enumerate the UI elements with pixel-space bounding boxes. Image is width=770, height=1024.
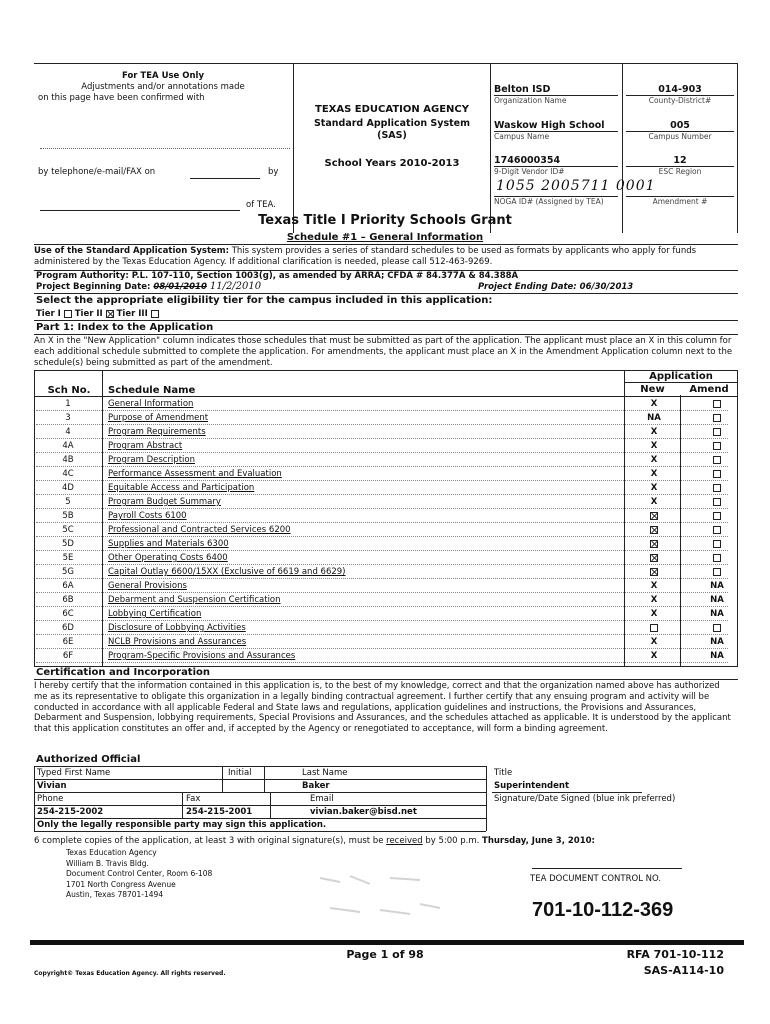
amend-application-cell: NA (710, 651, 724, 661)
checkbox-icon[interactable] (713, 442, 721, 450)
new-application-cell: X (650, 441, 658, 451)
schedule-name: Program Abstract (108, 441, 183, 451)
row-divider (36, 662, 728, 663)
vendor-id-label: 9-Digit Vendor ID# (494, 167, 565, 176)
new-application-cell: X (650, 595, 658, 605)
esc-region: 12 (673, 155, 687, 166)
amend-application-cell[interactable] (682, 425, 752, 439)
amend-application-cell[interactable] (682, 537, 752, 551)
checkbox-icon[interactable] (713, 540, 721, 548)
schedule-row (36, 579, 728, 593)
amend-application-cell: NA (710, 595, 724, 605)
amend-application-cell[interactable] (682, 565, 752, 579)
new-application-cell: X (650, 455, 658, 465)
schedule-name: General Information (108, 399, 194, 409)
amend-application-cell[interactable] (682, 453, 752, 467)
schedule-row (36, 649, 728, 663)
amend-header: Amend (689, 384, 729, 395)
campus-number: 005 (670, 120, 690, 131)
address-line: 1701 North Congress Avenue (66, 879, 176, 889)
amend-application-cell[interactable] (682, 439, 752, 453)
county-district-label: County-District# (648, 96, 712, 105)
tier-2-checkbox[interactable] (106, 310, 114, 318)
schedule-name: Program Budget Summary (108, 497, 221, 507)
begin-label: Project Beginning Date: (36, 282, 151, 292)
schedule-name: NCLB Provisions and Assurances (108, 637, 247, 647)
schedule-row (36, 635, 728, 649)
tier-3-label: Tier III (116, 309, 148, 319)
new-application-cell[interactable] (626, 523, 682, 537)
email-value: vivian.baker@bisd.net (310, 807, 417, 817)
last-name-label: Last Name (302, 768, 348, 778)
sch-no-header: Sch No. (47, 385, 91, 396)
schedule-row (36, 607, 728, 621)
schedule-row (36, 495, 728, 509)
new-application-cell: X (650, 497, 658, 507)
county-district-no: 014-903 (658, 84, 702, 95)
schedule-number: 4A (62, 441, 74, 451)
checkbox-icon[interactable] (713, 498, 721, 506)
checkbox-icon[interactable] (713, 526, 721, 534)
schedule-number: 1 (65, 399, 71, 409)
new-application-cell: NA (647, 413, 661, 423)
schedule-number: 5E (62, 553, 74, 563)
checkbox-icon[interactable] (713, 568, 721, 576)
address-line: Document Control Center, Room 6-108 (66, 869, 213, 878)
schedule-name: Capital Outlay 6600/15XX (Exclusive of 6619 and 6629) (108, 567, 346, 577)
schedule-name: Debarment and Suspension Certification (108, 595, 281, 605)
schedule-name: Equitable Access and Participation (108, 483, 255, 493)
schedule-number: 4D (62, 483, 74, 493)
amend-application-cell[interactable] (682, 621, 752, 635)
amend-application-cell[interactable] (682, 411, 752, 425)
schedule-name: Professional and Contracted Services 6200 (108, 525, 291, 535)
amend-application-cell: NA (710, 637, 724, 647)
amendment-label: Amendment # (652, 197, 708, 206)
schedule-number: 6A (62, 581, 74, 591)
project-begin (36, 282, 261, 292)
checked-checkbox-icon[interactable] (650, 526, 658, 534)
schedule-number: 4 (65, 427, 71, 437)
copyright: Copyright© Texas Education Agency. All rights reserved. (34, 970, 226, 977)
new-application-cell[interactable] (626, 565, 682, 579)
schedule-row (36, 621, 728, 635)
new-application-cell: X (650, 651, 658, 661)
copies-text-a: 6 complete copies of the application, at least 3 with original signature(s), must be (34, 836, 384, 846)
schedule-number: 5B (62, 511, 74, 521)
new-application-cell: X (650, 427, 658, 437)
school-years: School Years 2010-2013 (324, 158, 460, 169)
schedule-number: 5 (65, 497, 71, 507)
new-application-cell: X (650, 469, 658, 479)
schedule-row (36, 411, 728, 425)
phone-value: 254-215-2002 (37, 807, 104, 817)
tea-box-of-tea: of TEA. (246, 200, 276, 210)
schedule-number: 6C (62, 609, 74, 619)
schedule-name: Purpose of Amendment (108, 413, 209, 423)
last-name-value: Baker (302, 781, 330, 791)
tier-selector (36, 309, 159, 319)
copies-note (34, 836, 744, 846)
part1-heading: Part 1: Index to the Application (36, 322, 214, 333)
schedule-name: Other Operating Costs 6400 (108, 553, 228, 563)
checkbox-icon[interactable] (713, 554, 721, 562)
schedule-name: Program-Specific Provisions and Assurances (108, 651, 296, 661)
new-application-cell: X (650, 581, 658, 591)
schedule-number: 6E (62, 637, 74, 647)
schedule-name: Program Requirements (108, 427, 206, 437)
first-name-label: Typed First Name (37, 768, 111, 778)
schedule-number: 6F (62, 651, 74, 661)
checkbox-icon[interactable] (713, 456, 721, 464)
schedule-row (36, 509, 728, 523)
fax-label: Fax (186, 794, 201, 804)
tea-box-title: For TEA Use Only (121, 71, 204, 81)
amend-application-cell[interactable] (682, 551, 752, 565)
application-header: Application (649, 371, 713, 382)
legal-note: Only the legally responsible party may sign this application. (37, 820, 327, 830)
agency-system: Standard Application System (313, 118, 471, 129)
amend-application-cell: NA (710, 609, 724, 619)
amend-application-cell[interactable] (682, 481, 752, 495)
schedule-row (36, 523, 728, 537)
tier-heading: Select the appropriate eligibility tier for the campus included in this application: (36, 295, 493, 306)
rfa-number: RFA 701-10-112 (626, 948, 724, 961)
checkbox-icon[interactable] (713, 624, 721, 632)
schedule-name: Supplies and Materials 6300 (108, 539, 229, 549)
noga-id: 1055 2005711 0001 (496, 178, 656, 194)
copies-received: received (386, 836, 423, 846)
new-application-cell: X (650, 399, 658, 409)
copies-text-b: by 5:00 p.m. (425, 836, 480, 846)
amend-application-cell[interactable] (682, 509, 752, 523)
use-paragraph (34, 246, 734, 268)
page-subtitle: Schedule #1 – General Information (286, 232, 484, 243)
begin-struck-date: 08/01/2010 (153, 282, 207, 292)
agency-abbr: (SAS) (377, 130, 407, 141)
schedule-row (36, 397, 728, 411)
schedule-number: 5D (62, 539, 74, 549)
tier-1-label: Tier I (36, 309, 61, 319)
begin-handwritten-date: 11/2/2010 (209, 281, 262, 292)
mailing-address (66, 848, 212, 901)
address-line: William B. Travis Bldg. (66, 858, 149, 868)
fax-value: 254-215-2001 (186, 807, 253, 817)
agency-name: TEXAS EDUCATION AGENCY (315, 104, 469, 115)
new-application-cell[interactable] (626, 509, 682, 523)
program-authority: Program Authority: P.L. 107-110, Section 1003(g), as amended by ARRA; CFDA # 84.377A & 84.388A (36, 271, 519, 281)
sas-number: SAS-A114-10 (643, 964, 724, 977)
district-name: Belton ISD (494, 84, 551, 95)
schedule-row (36, 593, 728, 607)
checked-checkbox-icon[interactable] (650, 512, 658, 520)
doc-control-label: TEA DOCUMENT CONTROL NO. (530, 874, 662, 884)
schedule-row (36, 439, 728, 453)
new-application-cell: X (650, 483, 658, 493)
amend-application-cell: NA (710, 581, 724, 591)
schedule-row (36, 565, 728, 579)
amend-application-cell[interactable] (682, 495, 752, 509)
new-application-cell[interactable] (626, 551, 682, 565)
tier-1-checkbox[interactable] (64, 310, 72, 318)
schedule-row (36, 453, 728, 467)
new-application-cell[interactable] (626, 537, 682, 551)
schedule-name: Lobbying Certification (108, 609, 202, 619)
schedule-row (36, 481, 728, 495)
title-value: Superintendent (494, 781, 570, 791)
footer-rule (30, 940, 744, 945)
schedule-name: Disclosure of Lobbying Activities (108, 623, 246, 633)
address-line: Austin, Texas 78701-1494 (66, 890, 164, 899)
esc-region-label: ESC Region (658, 167, 702, 176)
schedule-name: Program Description (108, 455, 195, 465)
schedule-row (36, 425, 728, 439)
checked-checkbox-icon[interactable] (650, 568, 658, 576)
schedule-name: Payroll Costs 6100 (108, 511, 187, 521)
doc-control-number: 701-10-112-369 (532, 899, 674, 921)
email-label: Email (310, 794, 334, 804)
initial-label: Initial (228, 768, 252, 778)
schedule-number: 6B (62, 595, 74, 605)
schedule-number: 3 (65, 413, 71, 423)
schedule-number: 4B (62, 455, 74, 465)
tier-2-label: Tier II (74, 309, 103, 319)
vendor-id: 1746000354 (494, 155, 561, 166)
tier-3-checkbox[interactable] (151, 310, 159, 318)
schedule-row (36, 551, 728, 565)
received-stamp-mark (300, 868, 460, 938)
title-label: Title (494, 768, 513, 778)
copies-deadline: Thursday, June 3, 2010: (482, 836, 595, 846)
tea-box-line2: on this page have been confirmed with (38, 93, 205, 103)
tea-box-line1: Adjustments and/or annotations made (81, 82, 245, 92)
amend-application-cell[interactable] (682, 397, 752, 411)
checked-checkbox-icon[interactable] (650, 540, 658, 548)
schedule-number: 4C (62, 469, 74, 479)
new-application-cell[interactable] (626, 621, 682, 635)
amend-application-cell[interactable] (682, 523, 752, 537)
amend-application-cell[interactable] (682, 467, 752, 481)
stamp-icon (300, 868, 460, 938)
address-line: Texas Education Agency (66, 848, 157, 857)
checkbox-icon[interactable] (713, 470, 721, 478)
schedule-row (36, 537, 728, 551)
use-text: This system provides a series of standard schedules to be used as formats by applicants who apply for funds administered by the Texas Education Agency. If additional clarification is needed, please call 512-463-9269. (34, 246, 697, 267)
new-header: New (640, 384, 665, 395)
tea-box-phone-label: by telephone/e-mail/FAX on (38, 167, 156, 177)
schedule-name: General Provisions (108, 581, 187, 591)
page-number: Page 1 of 98 (346, 948, 424, 961)
checkbox-icon[interactable] (713, 400, 721, 408)
use-heading: Use of the Standard Application System: (34, 246, 230, 256)
checkbox-icon[interactable] (650, 624, 658, 632)
schedule-name: Performance Assessment and Evaluation (108, 469, 282, 479)
campus-name: Waskow High School (494, 120, 605, 131)
campus-name-label: Campus Name (494, 132, 550, 141)
phone-label: Phone (37, 794, 64, 804)
checkbox-icon[interactable] (713, 512, 721, 520)
checked-checkbox-icon[interactable] (650, 554, 658, 562)
checkbox-icon[interactable] (713, 484, 721, 492)
noga-id-label: NOGA ID# (Assigned by TEA) (494, 197, 604, 206)
cert-heading: Certification and Incorporation (36, 667, 211, 678)
new-application-cell: X (650, 637, 658, 647)
tea-box-by-label: by (268, 167, 279, 177)
cert-text: I hereby certify that the information contained in this application is, to the best of my knowledge, correct and that the organization named above has authorized me as its representative to obligate this organization in a legally binding contractual agreement. I further certify that any ensuing program and activity will be conducted in accordance with all applicable Federal and State laws and regulations, application guidelines and instructions, the Provisions and Assurances, Debarment and Suspension, lobbying requirements, Special Provisions and Assurances, and the schedules attached as applicable. It is understood by the applicant that this application constitutes an offer and, if accepted by the Agency or renegotiated to acceptance, will form a binding agreement. (34, 681, 731, 735)
campus-number-label: Campus Number (648, 132, 712, 141)
schedule-number: 5C (62, 525, 74, 535)
first-name-value: Vivian (37, 781, 67, 791)
checkbox-icon[interactable] (713, 428, 721, 436)
page-title: Texas Title I Priority Schools Grant (258, 213, 512, 228)
sch-name-header: Schedule Name (108, 385, 196, 396)
project-end: Project Ending Date: 06/30/2013 (478, 282, 634, 292)
official-heading: Authorized Official (36, 754, 141, 765)
new-application-cell: X (650, 609, 658, 619)
schedule-row (36, 467, 728, 481)
part1-text: An X in the "New Application" column indicates those schedules that must be submitted as part of the application. The applicant must place an X in this column for each additional schedule submitted to complete the application. For amendments, the applicant must place an X in the Amendment Application column next to the schedule(s) being submitted as part of the amendment. (34, 336, 733, 368)
signature-label: Signature/Date Signed (blue ink preferred) (494, 794, 676, 804)
schedule-number: 5G (62, 567, 74, 577)
schedule-number: 6D (62, 623, 74, 633)
district-name-label: Organization Name (494, 96, 567, 105)
checkbox-icon[interactable] (713, 414, 721, 422)
